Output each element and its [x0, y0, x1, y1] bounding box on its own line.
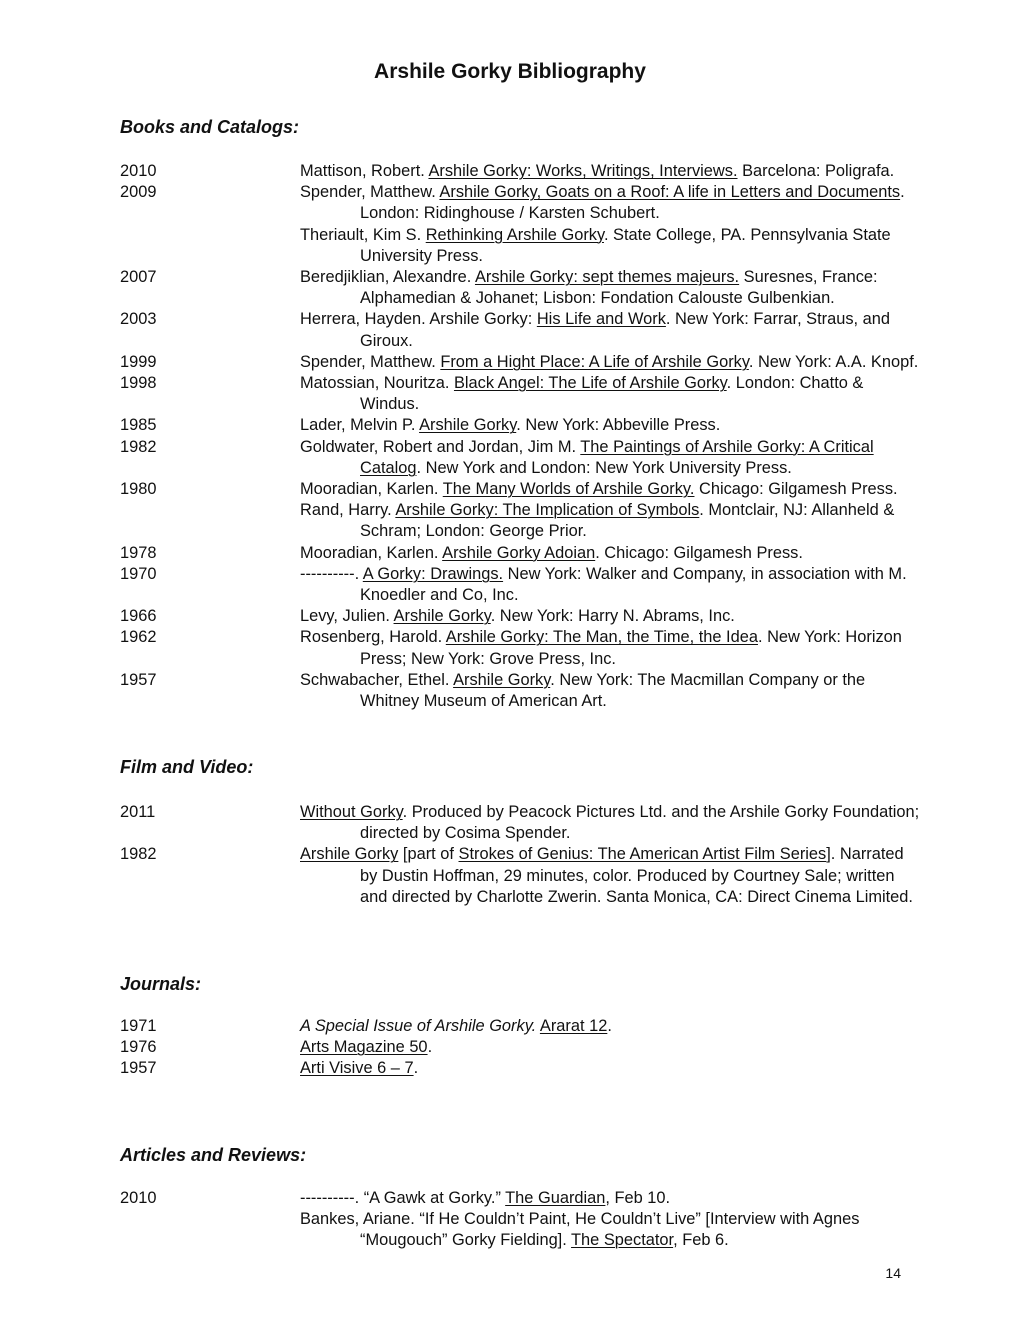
- page-number: 14: [885, 1265, 901, 1281]
- entry-citation: [300, 670, 920, 712]
- citation-text: . Montclair, NJ: Allanheld & Schram; London: George Prior.: [360, 501, 895, 541]
- entry-citation: [300, 352, 920, 373]
- underlined-title: Arshile Gorky: The Implication of Symbols: [395, 501, 700, 520]
- citation-text: Herrera, Hayden. Arshile Gorky:: [300, 310, 537, 329]
- bibliography-entry: [120, 415, 920, 436]
- underlined-title: Arshile Gorky: [419, 416, 517, 435]
- citation-text: Rand, Harry.: [300, 501, 396, 520]
- bibliography-entry: [120, 1209, 920, 1251]
- entry-year: 1999: [120, 352, 157, 371]
- entry-citation: [300, 1188, 920, 1209]
- citation-text: , Feb 10.: [605, 1189, 671, 1207]
- bibliography-entry: [120, 161, 920, 182]
- underlined-title: His Life and Work: [536, 310, 666, 329]
- entry-year: 2010: [120, 162, 157, 180]
- citation-text: ]. Narrated by Dustin Hoffman, 29 minutes, color. Produced by Courtney Sale; written and directed by Charlotte Zwerin. Santa Monica, CA: Direct Cinema Limited.: [360, 845, 913, 906]
- entry-year: 1978: [120, 543, 157, 562]
- entry-year: 2011: [120, 803, 156, 821]
- underlined-title: The Spectator: [571, 1231, 674, 1250]
- entry-year: 1971: [120, 1017, 157, 1035]
- bibliography-entry: [120, 437, 920, 479]
- citation-text: Mattison, Robert.: [300, 162, 429, 180]
- entry-year: 1957: [120, 1059, 157, 1078]
- underlined-title: Arshile Gorky Adoian: [442, 543, 596, 562]
- bibliography-entry: [120, 352, 920, 373]
- entry-year: 2007: [120, 268, 157, 287]
- entry-citation: [300, 1037, 920, 1058]
- entry-year: 1982: [120, 845, 157, 864]
- citation-text: . London: Chatto & Windus.: [360, 374, 864, 414]
- entry-citation: [300, 309, 920, 351]
- entry-citation: [300, 437, 920, 479]
- entry-citation: [300, 500, 920, 542]
- bibliography-entry: [120, 479, 920, 500]
- bibliography-entry: [120, 182, 920, 224]
- citation-text: . New York: Abbeville Press.: [516, 416, 721, 435]
- bibliography-entry: [120, 309, 920, 351]
- bibliography-entry: [120, 373, 920, 415]
- underlined-title: Without Gorky: [300, 803, 403, 821]
- bibliography-entry: [120, 606, 920, 627]
- underlined-title: From a Hight Place: A Life of Arshile Gorky: [440, 352, 749, 371]
- section-heading-film: Film and Video:: [120, 757, 254, 777]
- citation-text: Barcelona: Poligrafa.: [737, 162, 895, 180]
- underlined-title: Arshile Gorky, Goats on a Roof: A life in Letters and Documents: [439, 183, 901, 202]
- citation-text: Matossian, Nouritza.: [300, 374, 454, 393]
- underlined-title: The Paintings of Arshile Gorky: A Critical Catalog: [360, 437, 874, 477]
- bibliography-entry: [120, 1188, 920, 1209]
- citation-text: . State College, PA. Pennsylvania State University Press.: [360, 225, 891, 265]
- underlined-title: Arshile Gorky: [300, 845, 399, 864]
- entry-year: 2003: [120, 310, 157, 329]
- citation-text: Mooradian, Karlen.: [300, 543, 443, 562]
- entry-year: 1957: [120, 670, 157, 689]
- underlined-title: Arshile Gorky: Works, Writings, Interviews.: [428, 162, 738, 180]
- citation-text: Bankes, Ariane. “If He Couldn’t Paint, He Couldn’t Live” [Interview with Agnes “Mougouch” Gorky Fielding].: [300, 1210, 860, 1250]
- bibliography-entry: [120, 543, 920, 564]
- citation-text: [part of: [398, 845, 459, 864]
- entry-year: 1970: [120, 564, 157, 583]
- underlined-title: Arshile Gorky: [453, 670, 551, 689]
- page-title: Arshile Gorky Bibliography: [374, 60, 646, 83]
- entry-citation: [300, 479, 920, 500]
- entry-citation: [300, 182, 920, 224]
- underlined-title: Ararat 12: [539, 1017, 608, 1035]
- underlined-title: Strokes of Genius: The American Artist Film Series: [458, 845, 827, 864]
- underlined-title: The Guardian: [505, 1189, 606, 1207]
- entry-citation: [300, 627, 920, 669]
- citation-text: . New York: Horizon Press; New York: Grove Press, Inc.: [360, 628, 902, 668]
- citation-text: Schwabacher, Ethel.: [300, 670, 454, 689]
- citation-text: ----------.: [300, 564, 363, 583]
- citation-text: Lader, Melvin P.: [300, 416, 420, 435]
- entry-citation: [300, 1016, 920, 1037]
- citation-text: Levy, Julien.: [300, 607, 394, 626]
- citation-text: Spender, Matthew.: [300, 183, 440, 202]
- entry-citation: [300, 844, 920, 908]
- entry-citation: [300, 415, 920, 436]
- citation-text: New York: Walker and Company, in association with M. Knoedler and Co, Inc.: [360, 564, 907, 605]
- bibliography-entry: [120, 670, 920, 712]
- citation-text: Beredjiklian, Alexandre.: [300, 268, 475, 287]
- entry-year: 1982: [120, 437, 157, 456]
- entry-citation: [300, 1058, 920, 1079]
- section-heading-books: Books and Catalogs:: [120, 117, 300, 137]
- citation-text: . New York: The Macmillan Company or the Whitney Museum of American Art.: [360, 670, 866, 711]
- citation-text: . New York: Farrar, Straus, and Giroux.: [360, 310, 891, 350]
- entry-year: 1998: [120, 374, 157, 393]
- citation-text: .: [427, 1038, 433, 1057]
- underlined-title: Rethinking Arshile Gorky: [425, 225, 604, 244]
- entry-year: 2009: [120, 183, 157, 202]
- underlined-title: The Many Worlds of Arshile Gorky.: [442, 480, 695, 499]
- citation-text: ----------. “A Gawk at Gorky.”: [300, 1189, 506, 1207]
- entry-year: 1962: [120, 628, 157, 647]
- underlined-title: Arshile Gorky: sept themes majeurs.: [474, 268, 740, 287]
- citation-text: Spender, Matthew.: [300, 352, 441, 371]
- section-heading-articles: Articles and Reviews:: [120, 1145, 307, 1165]
- bibliography-entry: [120, 564, 920, 606]
- citation-text: . New York: A.A. Knopf.: [748, 352, 919, 371]
- citation-text: . New York: Harry N. Abrams, Inc.: [490, 607, 735, 626]
- section-heading-journals: Journals:: [120, 974, 202, 994]
- film-list: [120, 802, 920, 908]
- entry-citation: [300, 225, 920, 267]
- citation-text: Theriault, Kim S.: [300, 225, 426, 244]
- citation-text: Mooradian, Karlen.: [300, 480, 443, 499]
- citation-text: . London: Ridinghouse / Karsten Schubert.: [360, 183, 905, 223]
- entry-citation: [300, 564, 920, 606]
- bibliography-entry: [120, 1037, 920, 1058]
- journals-list: [120, 1016, 920, 1080]
- underlined-title: A Gorky: Drawings.: [362, 564, 504, 583]
- citation-text: Chicago: Gilgamesh Press.: [694, 480, 898, 499]
- citation-text: . Produced by Peacock Pictures Ltd. and the Arshile Gorky Foundation; directed by Cosima Spender.: [360, 803, 920, 843]
- entry-year: 1980: [120, 480, 157, 499]
- bibliography-entry: [120, 225, 920, 267]
- underlined-title: Arts Magazine 50: [300, 1038, 428, 1057]
- citation-text: .: [413, 1059, 419, 1078]
- underlined-title: Arshile Gorky: [393, 607, 491, 626]
- entry-year: 1976: [120, 1038, 157, 1057]
- citation-text: . Chicago: Gilgamesh Press.: [595, 543, 803, 562]
- bibliography-entry: [120, 844, 920, 908]
- citation-text: Rosenberg, Harold.: [300, 628, 446, 647]
- entry-citation: [300, 267, 920, 309]
- underlined-title: Arti Visive 6 – 7: [300, 1059, 414, 1078]
- entry-citation: [300, 373, 920, 415]
- books-list: [120, 161, 920, 712]
- bibliography-entry: [120, 802, 920, 844]
- citation-text: Goldwater, Robert and Jordan, Jim M.: [300, 437, 581, 456]
- bibliography-entry: [120, 267, 920, 309]
- entry-year: 1985: [120, 416, 157, 435]
- underlined-title: Black Angel: The Life of Arshile Gorky: [453, 374, 727, 393]
- entry-citation: [300, 161, 920, 182]
- underlined-title: Arshile Gorky: The Man, the Time, the Idea: [445, 628, 758, 647]
- entry-year: 2010: [120, 1189, 157, 1207]
- bibliography-entry: [120, 1016, 920, 1037]
- entry-citation: [300, 543, 920, 564]
- italic-title: A Special Issue of Arshile Gorky.: [300, 1017, 537, 1035]
- bibliography-entry: [120, 500, 920, 542]
- bibliography-entry: [120, 1058, 920, 1079]
- articles-list: [120, 1188, 920, 1252]
- entry-year: 1966: [120, 607, 157, 626]
- entry-citation: [300, 802, 920, 844]
- citation-text: . New York and London: New York University Press.: [416, 458, 792, 477]
- citation-text: .: [607, 1017, 612, 1035]
- entry-citation: [300, 606, 920, 627]
- entry-citation: [300, 1209, 920, 1251]
- citation-text: Suresnes, France: Alphamedian & Johanet; Lisbon: Fondation Calouste Gulbenkian.: [360, 268, 878, 308]
- citation-text: , Feb 6.: [673, 1231, 729, 1250]
- bibliography-entry: [120, 627, 920, 669]
